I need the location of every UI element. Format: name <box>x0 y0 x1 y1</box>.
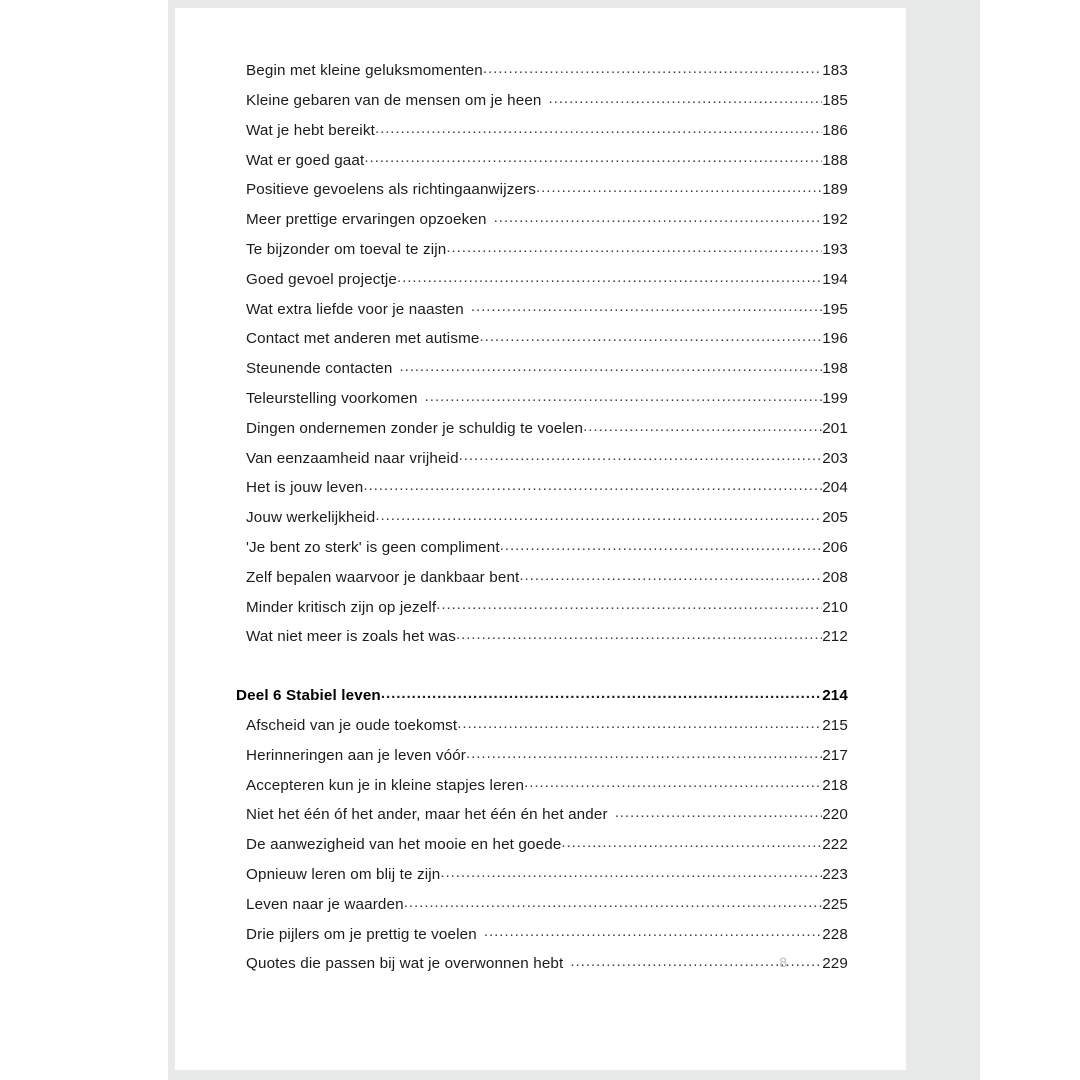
toc-entry-title: Wat extra liefde voor je naasten <box>246 300 464 318</box>
toc-dot-leader <box>457 715 822 730</box>
toc-entry[interactable] <box>236 239 848 269</box>
toc-entry[interactable] <box>236 567 848 597</box>
toc-entry-page-number: 203 <box>822 449 848 467</box>
toc-entry-title: Leven naar je waarden <box>246 895 404 913</box>
toc-entry-title: Drie pijlers om je prettig te voelen <box>246 925 477 943</box>
toc-entry-page-number: 205 <box>822 509 848 527</box>
toc-dot-leader <box>364 149 822 164</box>
toc-entry-title: Teleurstelling voorkomen <box>246 389 418 407</box>
toc-dot-leader <box>446 239 822 254</box>
toc-dot-leader <box>404 894 822 909</box>
table-of-contents <box>236 60 848 983</box>
toc-entry-page-number: 192 <box>822 211 848 229</box>
toc-entry[interactable] <box>236 864 848 894</box>
toc-dot-leader <box>436 596 822 611</box>
toc-dot-leader <box>375 120 822 135</box>
toc-entry[interactable] <box>236 358 848 388</box>
toc-entry-page-number: 223 <box>822 865 848 883</box>
toc-entry-page-number: 212 <box>822 628 848 646</box>
toc-dot-leader <box>500 537 823 552</box>
book-page-sheet <box>175 8 906 1070</box>
toc-entry-title: Begin met kleine geluksmomenten <box>246 62 483 80</box>
toc-entry-title: De aanwezigheid van het mooie en het goede <box>246 836 562 854</box>
toc-dot-leader <box>459 447 823 462</box>
toc-entry-page-number: 188 <box>822 151 848 169</box>
toc-dot-leader <box>536 179 822 194</box>
toc-entry-title: Afscheid van je oude toekomst <box>246 716 458 734</box>
toc-entry-title: Wat niet meer is zoals het was <box>246 628 456 646</box>
toc-entry[interactable] <box>236 60 848 90</box>
toc-entry-title: Te bijzonder om toeval te zijn <box>246 240 447 258</box>
toc-entry[interactable] <box>236 804 848 834</box>
toc-entry-page-number: 225 <box>822 895 848 913</box>
toc-entry-title: Deel 6 Stabiel leven <box>236 687 381 705</box>
toc-entry-page-number: 206 <box>822 538 848 556</box>
toc-entry-page-number: 215 <box>822 716 848 734</box>
toc-entry-page-number: 195 <box>822 300 848 318</box>
toc-entry-title: Het is jouw leven <box>246 479 364 497</box>
toc-section-spacer <box>236 656 848 685</box>
toc-entry[interactable] <box>236 894 848 924</box>
toc-entry-page-number: 185 <box>822 91 848 109</box>
toc-entry-page-number: 220 <box>822 806 848 824</box>
toc-entry-page-number: 228 <box>822 925 848 943</box>
toc-dot-leader <box>561 834 822 849</box>
toc-entry[interactable] <box>236 269 848 299</box>
toc-dot-leader <box>399 358 822 373</box>
toc-entry-title: Opnieuw leren om blij te zijn <box>246 865 441 883</box>
toc-entry[interactable] <box>236 328 848 358</box>
toc-dot-leader <box>375 507 822 522</box>
toc-entry-title: Goed gevoel projectje <box>246 270 397 288</box>
toc-entry[interactable] <box>236 507 848 537</box>
toc-entry-page-number: 214 <box>822 687 848 705</box>
toc-entry-page-number: 210 <box>822 598 848 616</box>
toc-entry-title: Steunende contacten <box>246 360 393 378</box>
toc-entry[interactable] <box>236 418 848 448</box>
toc-dot-leader <box>456 626 822 641</box>
toc-entry[interactable] <box>236 447 848 477</box>
toc-dot-leader <box>425 388 823 403</box>
toc-entry-title: Dingen ondernemen zonder je schuldig te voelen <box>246 419 584 437</box>
toc-entry[interactable] <box>236 715 848 745</box>
toc-dot-leader <box>440 864 822 879</box>
toc-part-heading[interactable] <box>236 685 848 715</box>
toc-entry[interactable] <box>236 179 848 209</box>
toc-entry-title: Wat er goed gaat <box>246 151 365 169</box>
toc-dot-leader <box>484 923 822 938</box>
toc-entry-title: Kleine gebaren van de mensen om je heen <box>246 91 542 109</box>
toc-entry-page-number: 198 <box>822 360 848 378</box>
toc-entry-page-number: 222 <box>822 836 848 854</box>
toc-entry[interactable] <box>236 298 848 328</box>
toc-entry-page-number: 196 <box>822 330 848 348</box>
toc-dot-leader <box>524 774 822 789</box>
toc-entry-page-number: 217 <box>822 746 848 764</box>
toc-entry[interactable] <box>236 537 848 567</box>
toc-entry-title: Meer prettige ervaringen opzoeken <box>246 211 487 229</box>
toc-entry-title: 'Je bent zo sterk' is geen compliment <box>246 538 500 556</box>
toc-entry[interactable] <box>236 388 848 418</box>
toc-dot-leader <box>494 209 823 224</box>
toc-entry-page-number: 218 <box>822 776 848 794</box>
toc-entry-page-number: 204 <box>822 479 848 497</box>
toc-entry-title: Van eenzaamheid naar vrijheid <box>246 449 459 467</box>
toc-entry-title: Zelf bepalen waarvoor je dankbaar bent <box>246 568 520 586</box>
page-folio-number: 8 <box>779 954 787 970</box>
toc-entry-page-number: 194 <box>822 270 848 288</box>
toc-entry-page-number: 229 <box>822 955 848 973</box>
toc-entry-title: Contact met anderen met autisme <box>246 330 480 348</box>
toc-dot-leader <box>549 90 823 105</box>
toc-entry[interactable] <box>236 745 848 775</box>
toc-entry[interactable] <box>236 626 848 656</box>
toc-entry-title: Minder kritisch zijn op jezelf <box>246 598 437 616</box>
toc-entry-page-number: 189 <box>822 181 848 199</box>
toc-entry-title: Quotes die passen bij wat je overwonnen hebt <box>246 955 564 973</box>
toc-entry-page-number: 193 <box>822 240 848 258</box>
toc-entry-title: Wat je hebt bereikt <box>246 121 375 139</box>
toc-entry[interactable] <box>236 209 848 239</box>
toc-entry-title: Accepteren kun je in kleine stapjes leren <box>246 776 525 794</box>
toc-entry[interactable] <box>236 923 848 953</box>
toc-dot-leader <box>363 477 822 492</box>
toc-dot-leader <box>615 804 823 819</box>
toc-dot-leader <box>397 269 822 284</box>
toc-entry[interactable] <box>236 834 848 864</box>
toc-entry-title: Jouw werkelijkheid <box>246 509 376 527</box>
toc-entry-title: Herinneringen aan je leven vóór <box>246 746 467 764</box>
toc-entry-page-number: 183 <box>822 62 848 80</box>
toc-entry[interactable] <box>236 774 848 804</box>
toc-entry-page-number: 208 <box>822 568 848 586</box>
toc-entry[interactable] <box>236 120 848 150</box>
toc-dot-leader <box>471 298 822 313</box>
toc-dot-leader <box>479 328 822 343</box>
toc-entry-title: Positieve gevoelens als richtingaanwijzers <box>246 181 537 199</box>
toc-dot-leader <box>381 685 822 700</box>
toc-entry[interactable] <box>236 477 848 507</box>
toc-dot-leader <box>483 60 822 75</box>
toc-entry[interactable] <box>236 90 848 120</box>
toc-entry-title: Niet het één óf het ander, maar het één én het ander <box>246 806 608 824</box>
toc-dot-leader <box>466 745 822 760</box>
toc-entry-page-number: 186 <box>822 121 848 139</box>
toc-entry[interactable] <box>236 149 848 179</box>
toc-dot-leader <box>583 418 822 433</box>
toc-entry[interactable] <box>236 596 848 626</box>
toc-entry-page-number: 199 <box>822 389 848 407</box>
backdrop-left-margin <box>0 0 168 1080</box>
toc-dot-leader <box>519 567 822 582</box>
toc-entry-page-number: 201 <box>822 419 848 437</box>
